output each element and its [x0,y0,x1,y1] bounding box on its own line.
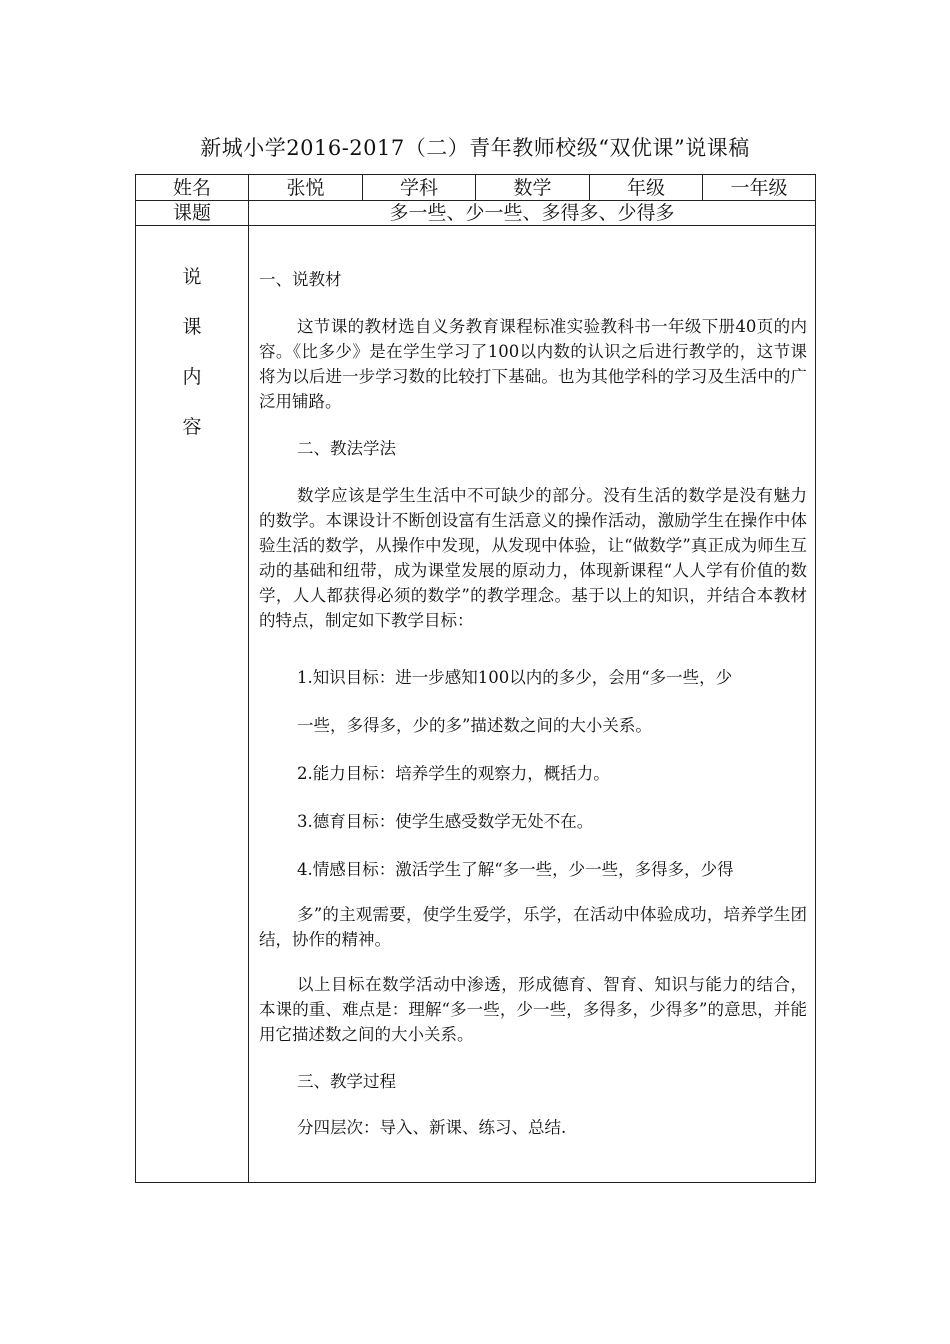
section-heading: 一、说教材 [259,270,342,289]
content-row [136,226,816,1183]
paragraph: 数学应该是学生生活中不可缺少的部分。没有生活的数学是没有魅力的数学。本课设计不断创设富有生活意义的操作活动，激励学生在操作中体验生活的数学，从操作中发现，从发现中体验，让“做数学”真正成为师生互动的基础和纽带，成为课堂发展的原动力，体现新课程“人人学有价值的数学，人人都获得必须的数学”的教学理念。基于以上的知识，并结合本教材的特点，制定如下教学目标： [259,486,807,630]
goal-item: 4.情感目标：激活学生了解“多一些，少一些，多得多，少得 [297,860,734,879]
subject-label: 学科 [363,175,476,201]
side-label-cell [136,226,249,1183]
document-title: 新城小学2016-2017（二）青年教师校级“双优课”说课稿 [200,136,750,160]
section-heading: 三、教学过程 [297,1072,396,1091]
name-value: 张悦 [249,175,363,201]
topic-row [136,201,816,226]
grade-value: 一年级 [703,175,816,201]
side-char: 课 [182,316,202,338]
grade-label: 年级 [590,175,703,201]
paragraph: 以上目标在数学活动中渗透，形成德育、智育、知识与能力的结合，本课的重、难点是：理解“多一些，少一些，多得多，少得多”的意思，并能用它描述数之间的大小关系。 [259,975,807,1044]
topic-value: 多一些、少一些、多得多、少得多 [249,201,816,226]
topic-label: 课题 [136,201,249,226]
header-row [136,175,816,201]
side-char: 容 [182,416,202,438]
side-char: 内 [182,366,202,388]
side-char: 说 [182,266,202,288]
goal-item: 3.德育目标：使学生感受数学无处不在。 [297,812,594,831]
paragraph: 这节课的教材选自义务教育课程标准实验教科书一年级下册40页的内容。《比多少》是在学生学习了100以内数的认识之后进行教学的，这节课将为以后进一步学习数的比较打下基础。也为其他学科的学习及生活中的广泛用铺路。 [259,317,807,411]
name-label: 姓名 [136,175,249,201]
content-cell [249,226,816,1183]
subject-value: 数学 [476,175,590,201]
lesson-form-table [135,174,816,1183]
goal-item: 2.能力目标：培养学生的观察力，概括力。 [297,764,610,783]
goal-item: 1.知识目标：进一步感知100以内的多少，会用“多一些，少 [297,668,733,687]
paragraph: 分四层次：导入、新课、练习、总结. [297,1118,567,1137]
section-heading: 二、教法学法 [297,439,396,458]
goal-item-continued: 一些，多得多，少的多”描述数之间的大小关系。 [297,716,652,735]
goal-item-continued: 多”的主观需要，使学生爱学，乐学，在活动中体验成功，培养学生团结，协作的精神。 [259,905,807,949]
